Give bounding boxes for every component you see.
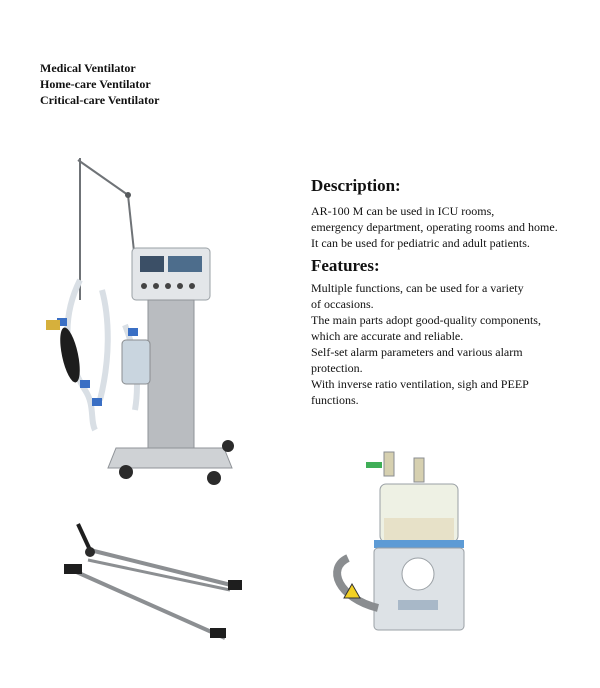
support-arm-image bbox=[60, 520, 250, 650]
feature-line: which are accurate and reliable. bbox=[311, 329, 464, 343]
description-line: It can be used for pediatric and adult patients. bbox=[311, 236, 530, 250]
features-heading: Features: bbox=[311, 256, 380, 275]
feature-line: Multiple functions, can be used for a variety bbox=[311, 281, 524, 295]
title-medical-ventilator: Medical Ventilator bbox=[40, 61, 136, 75]
product-titles bbox=[40, 60, 159, 108]
feature-line: The main parts adopt good-quality components, bbox=[311, 313, 541, 327]
title-critical-care-ventilator: Critical-care Ventilator bbox=[40, 93, 160, 107]
description-heading: Description: bbox=[311, 176, 401, 195]
title-home-care-ventilator: Home-care Ventilator bbox=[40, 77, 151, 91]
description-text bbox=[311, 203, 558, 251]
feature-line: functions. bbox=[311, 393, 359, 407]
description-line: emergency department, operating rooms and home. bbox=[311, 220, 558, 234]
description-line: AR-100 M can be used in ICU rooms, bbox=[311, 204, 495, 218]
feature-line: With inverse ratio ventilation, sigh and PEEP bbox=[311, 377, 529, 391]
humidifier-image bbox=[318, 448, 468, 638]
ventilator-cart-image bbox=[40, 150, 250, 490]
feature-line: Self-set alarm parameters and various alarm bbox=[311, 345, 523, 359]
feature-line: of occasions. bbox=[311, 297, 374, 311]
features-text bbox=[311, 280, 541, 408]
feature-line: protection. bbox=[311, 361, 363, 375]
